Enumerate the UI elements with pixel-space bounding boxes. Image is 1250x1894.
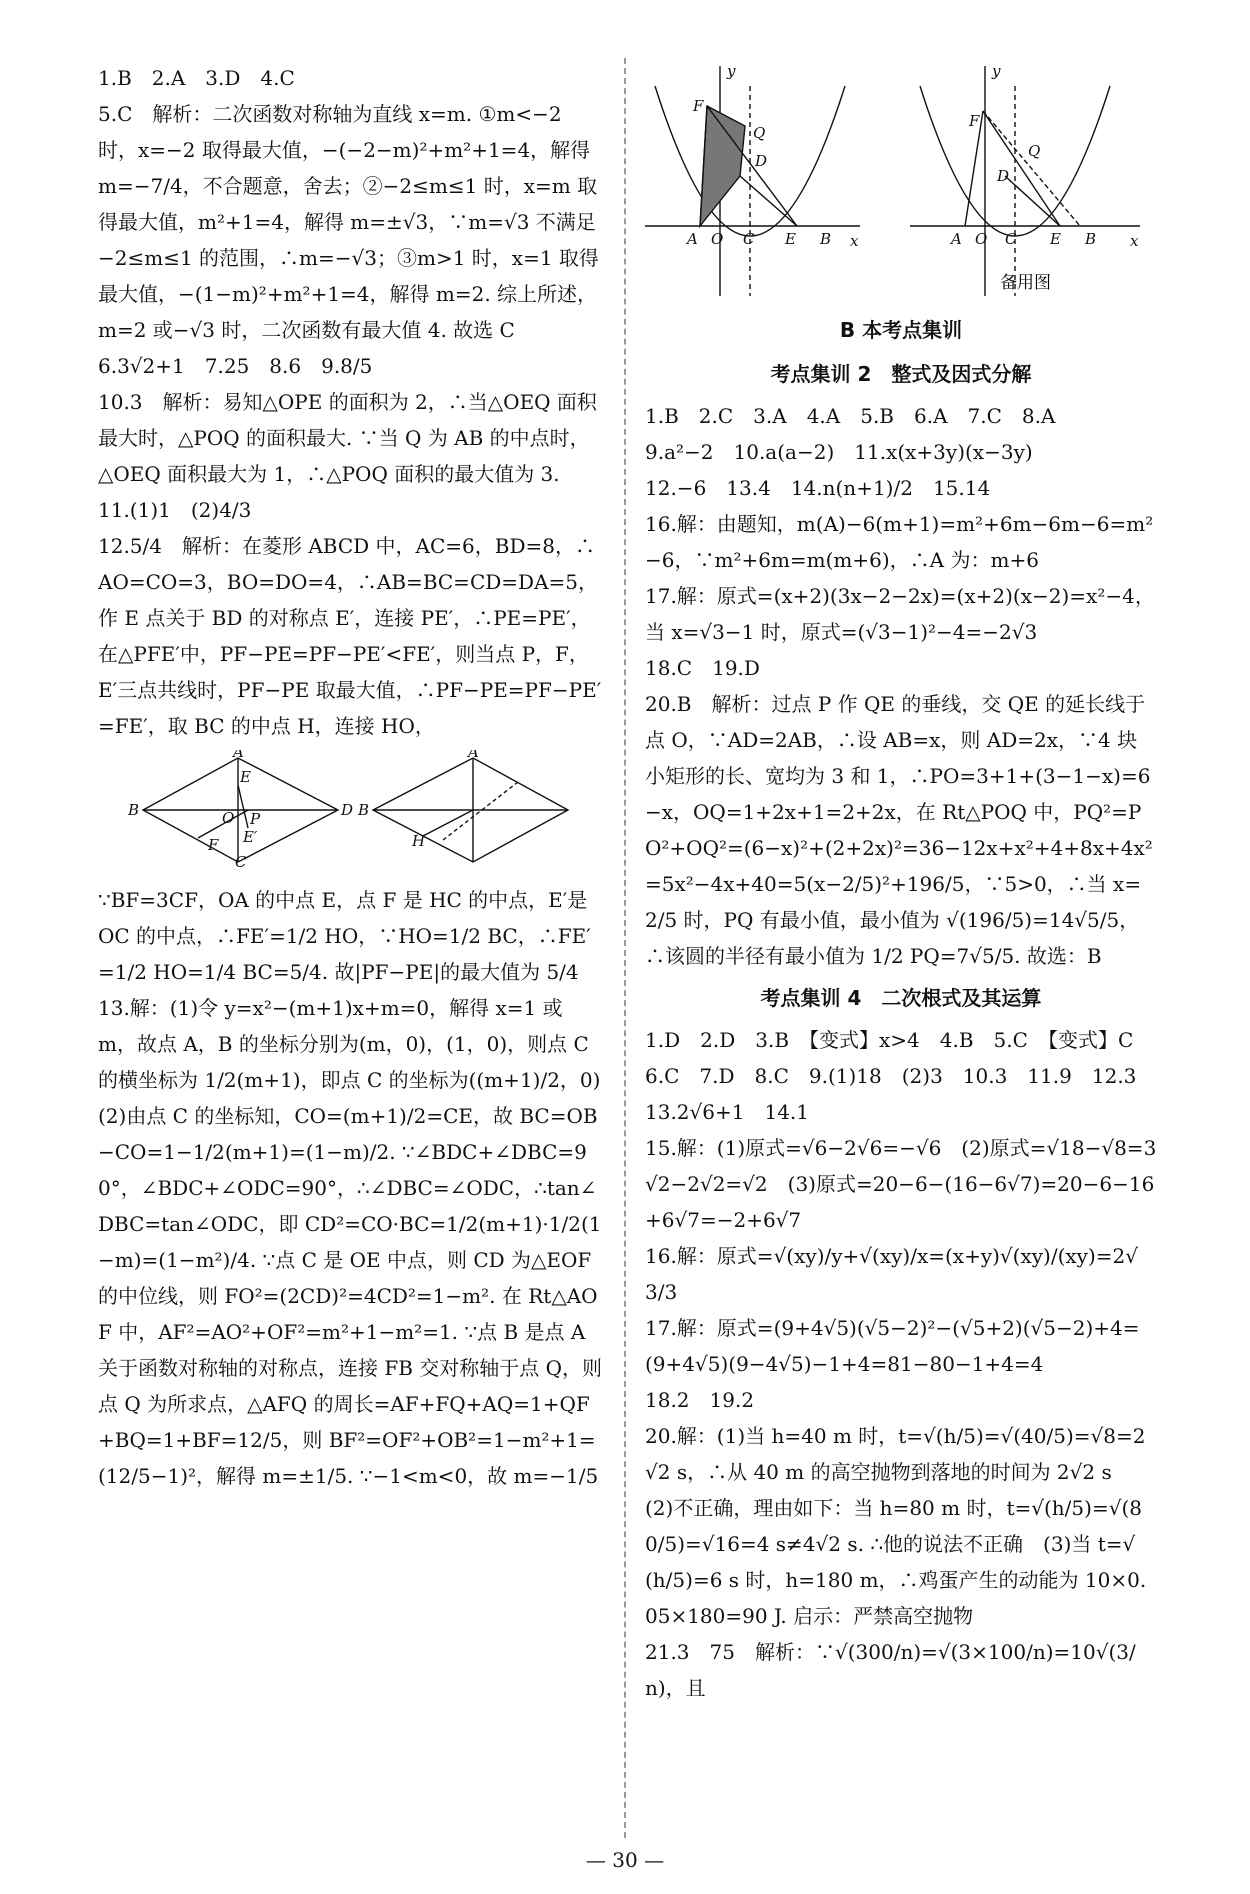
axis-x: x <box>850 232 859 250</box>
parabola-diagram <box>645 66 1157 296</box>
t4-answers-1-5: 1.D 2.D 3.B 【变式】x>4 4.B 5.C 【变式】C <box>645 1028 1134 1052</box>
t4-solution-15: 15.解：(1)原式=√6−2√6=−√6 (2)原式=√18−√8=3√2−2√2=√2 (3)原式=20−6−(16−6√7)=20−6−16+6√7=−2+6√7 <box>645 1136 1157 1232</box>
heading-topic-4: 考点集训 4 二次根式及其运算 <box>760 986 1042 1010</box>
t4-solution-16: 16.解：原式=√(xy)/y+√(xy)/x=(x+y)√(xy)/(xy)=2√3/3 <box>645 1244 1139 1304</box>
column-divider <box>624 58 626 1838</box>
solution-12-continued: ∵BF=3CF，OA 的中点 E，点 F 是 HC 的中点，E′是 OC 的中点，∴FE′=1/2 HO，∵HO=1/2 BC，∴FE′=1/2 HO=1/4 BC=5/4. 故|PF−PE|的最大值为 5/4 <box>98 888 591 984</box>
label-C: C <box>235 853 247 868</box>
p2-label-F: F <box>969 112 980 130</box>
label-B-2: B <box>358 801 370 819</box>
label-A: A <box>233 750 244 761</box>
label-P: P <box>250 810 261 828</box>
t4-solution-20: 20.解：(1)当 h=40 m 时，t=√(h/5)=√(40/5)=√8=2√2 s，∴从 40 m 的高空抛物到落地的时间为 2√2 s (2)不正确，理由如下：当 h=80 m 时，t=√(h/5)=√(80/5)=√16=4 s≠4√2 s. ∴他的说法不正确 (3)当 t=√(h/5)=6 s 时，h=180 m，∴鸡蛋产生的动能为 10×0.05×180=90 J. 启示：严禁高空抛物 <box>645 1424 1147 1628</box>
answers-6-9: 6.3√2+1 7.25 8.6 9.8/5 <box>98 354 373 378</box>
page-number: — 30 — <box>585 1848 665 1872</box>
parabola-figures <box>645 66 1157 300</box>
label-O: O <box>222 809 235 827</box>
spare-figure-caption: 备用图 <box>1000 273 1051 293</box>
p-label-O: O <box>711 230 724 248</box>
label-A-2: A <box>468 750 479 761</box>
answer-11: 11.(1)1 (2)4/3 <box>98 498 252 522</box>
p2-label-E: E <box>1050 230 1061 248</box>
rhombus-diagram <box>98 750 578 868</box>
p-label-A: A <box>687 230 698 248</box>
label-H: H <box>412 832 426 850</box>
heading-topic-2: 考点集训 2 整式及因式分解 <box>770 362 1032 386</box>
t4-solution-21: 21.3 75 解析：∵√(300/n)=√(3×100/n)=10√(3/n)，且 <box>645 1640 1136 1700</box>
axis-y-2: y <box>992 66 1001 80</box>
solution-10: 10.3 解析：易知△OPE 的面积为 2，∴当△OEQ 面积最大时，△POQ 的面积最大. ∵当 Q 为 AB 的中点时，△OEQ 面积最大为 1，∴△POQ 面积的最大值为 3. <box>98 390 597 486</box>
r-solution-16: 16.解：由题知，m(A)−6(m+1)=m²+6m−6m−6=m²−6，∵m²+6m=m(m+6)，∴A 为：m+6 <box>645 512 1154 572</box>
t4-answers-18-19: 18.2 19.2 <box>645 1388 755 1412</box>
label-E: E <box>240 768 251 786</box>
p2-label-C: C <box>1005 230 1017 248</box>
p2-label-B: B <box>1085 230 1097 248</box>
label-F: F <box>208 836 219 854</box>
t4-solution-17: 17.解：原式=(9+4√5)(√5−2)²−(√5+2)(√5−2)+4=(9+4√5)(9−4√5)−1+4=81−80−1+4=4 <box>645 1316 1140 1376</box>
r-answers-12-15: 12.−6 13.4 14.n(n+1)/2 15.14 <box>645 476 991 500</box>
r-answers-9-11: 9.a²−2 10.a(a−2) 11.x(x+3y)(x−3y) <box>645 440 1033 464</box>
solution-12: 12.5/4 解析：在菱形 ABCD 中，AC=6，BD=8，∴AO=CO=3，BO=DO=4，∴AB=BC=CD=DA=5，作 E 点关于 BD 的对称点 E′，连接 PE′，∴PE=PE′，在△PFE′中，PF−PE=PF−PE′<FE′，则当点 P，F，E′三点共线时，PF−PE 取最大值，∴PF−PE=PF−PE′=FE′，取 BC 的中点 H，连接 HO， <box>98 534 602 738</box>
r-answers-1-8: 1.B 2.C 3.A 4.A 5.B 6.A 7.C 8.A <box>645 404 1056 428</box>
p2-label-Q: Q <box>1028 142 1041 160</box>
solution-5: 5.C 解析：二次函数对称轴为直线 x=m. ①m<−2 时，x=−2 取得最大值，−(−2−m)²+m²+1=4，解得 m=−7/4，不合题意，舍去；②−2≤m≤1 时，x=m 取得最大值，m²+1=4，解得 m=±√3，∵m=√3 不满足−2≤m≤1 的范围，∴m=−√3；③m>1 时，x=1 取得最大值，−(1−m)²+m²+1=4，解得 m=2. 综上所述，m=2 或−√3 时，二次函数有最大值 4. 故选 C <box>98 102 599 342</box>
solution-13-part2: (2)由点 C 的坐标知，CO=(m+1)/2=CE，故 BC=OB−CO=1−1/2(m+1)=(1−m)/2. ∵∠BDC+∠DBC=90°，∠BDC+∠ODC=90°，∴∠DBC=∠ODC，∴tan∠DBC=tan∠ODC，即 CD²=CO·BC=1/2(m+1)·1/2(1−m)=(1−m²)/4. ∵点 C 是 OE 中点，则 CD 为△EOF 的中位线，则 FO²=(2CD)²=4CD²=1−m². 在 Rt△AOF 中，AF²=AO²+OF²=m²+1−m²=1. ∵点 B 是点 A 关于函数对称轴的对称点，连接 FB 交对称轴于点 Q，则点 Q 为所求点，△AFQ 的周长=AF+FQ+AQ=1+QF+BQ=1+BF=12/5，则 BF²=OF²+OB²=1−m²+1=(12/5−1)²，解得 m=±1/5. ∵−1<m<0，故 m=−1/5 <box>98 1104 603 1488</box>
section-b-title: B 本考点集训 <box>839 318 963 342</box>
p-label-E: E <box>785 230 796 248</box>
axis-x-2: x <box>1130 232 1139 250</box>
p-label-D: D <box>755 152 768 170</box>
p-label-B: B <box>820 230 832 248</box>
p-label-Q: Q <box>753 124 766 142</box>
p-label-F: F <box>693 97 704 115</box>
r-solution-17: 17.解：原式=(x+2)(3x−2−2x)=(x+2)(x−2)=x²−4，当 x=√3−1 时，原式=(√3−1)²−4=−2√3 <box>645 584 1155 644</box>
r-answers-18-19: 18.C 19.D <box>645 656 760 680</box>
p2-label-D: D <box>997 167 1010 185</box>
answers-1-4: 1.B 2.A 3.D 4.C <box>98 66 295 90</box>
p2-label-O: O <box>975 230 988 248</box>
t4-answers-13-14: 13.2√6+1 14.1 <box>645 1100 810 1124</box>
label-E-prime: E′ <box>243 828 258 846</box>
label-B: B <box>128 801 140 819</box>
right-column <box>645 60 1157 1706</box>
rhombus-figures <box>98 750 603 872</box>
axis-y: y <box>727 66 736 80</box>
r-solution-20: 20.B 解析：过点 P 作 QE 的垂线，交 QE 的延长线于点 O，∵AD=2AB，∴设 AB=x，则 AD=2x，∵4 块小矩形的长、宽均为 3 和 1，∴PO=3+1+(3−1−x)=6−x，OQ=1+2x+1=2+2x，在 Rt△POQ 中，PQ²=PO²+OQ²=(6−x)²+(2+2x)²=36−12x+x²+4+8x+4x²=5x²−4x+40=5(x−2/5)²+196/5，∵5>0，∴当 x=2/5 时，PQ 有最小值，最小值为 √(196/5)=14√5/5，∴该圆的半径有最小值为 1/2 PQ=7√5/5. 故选：B <box>645 692 1153 968</box>
p2-label-A: A <box>951 230 962 248</box>
left-column <box>98 60 603 1494</box>
label-D: D <box>341 801 354 819</box>
p-label-C: C <box>743 230 755 248</box>
solution-13-part1: 13.解：(1)令 y=x²−(m+1)x+m=0，解得 x=1 或 m，故点 A，B 的坐标分别为(m，0)，(1，0)，则点 C 的横坐标为 1/2(m+1)，即点 C 的坐标为((m+1)/2，0) <box>98 996 601 1092</box>
t4-answers-6-12: 6.C 7.D 8.C 9.(1)18 (2)3 10.3 11.9 12.3 <box>645 1064 1137 1088</box>
